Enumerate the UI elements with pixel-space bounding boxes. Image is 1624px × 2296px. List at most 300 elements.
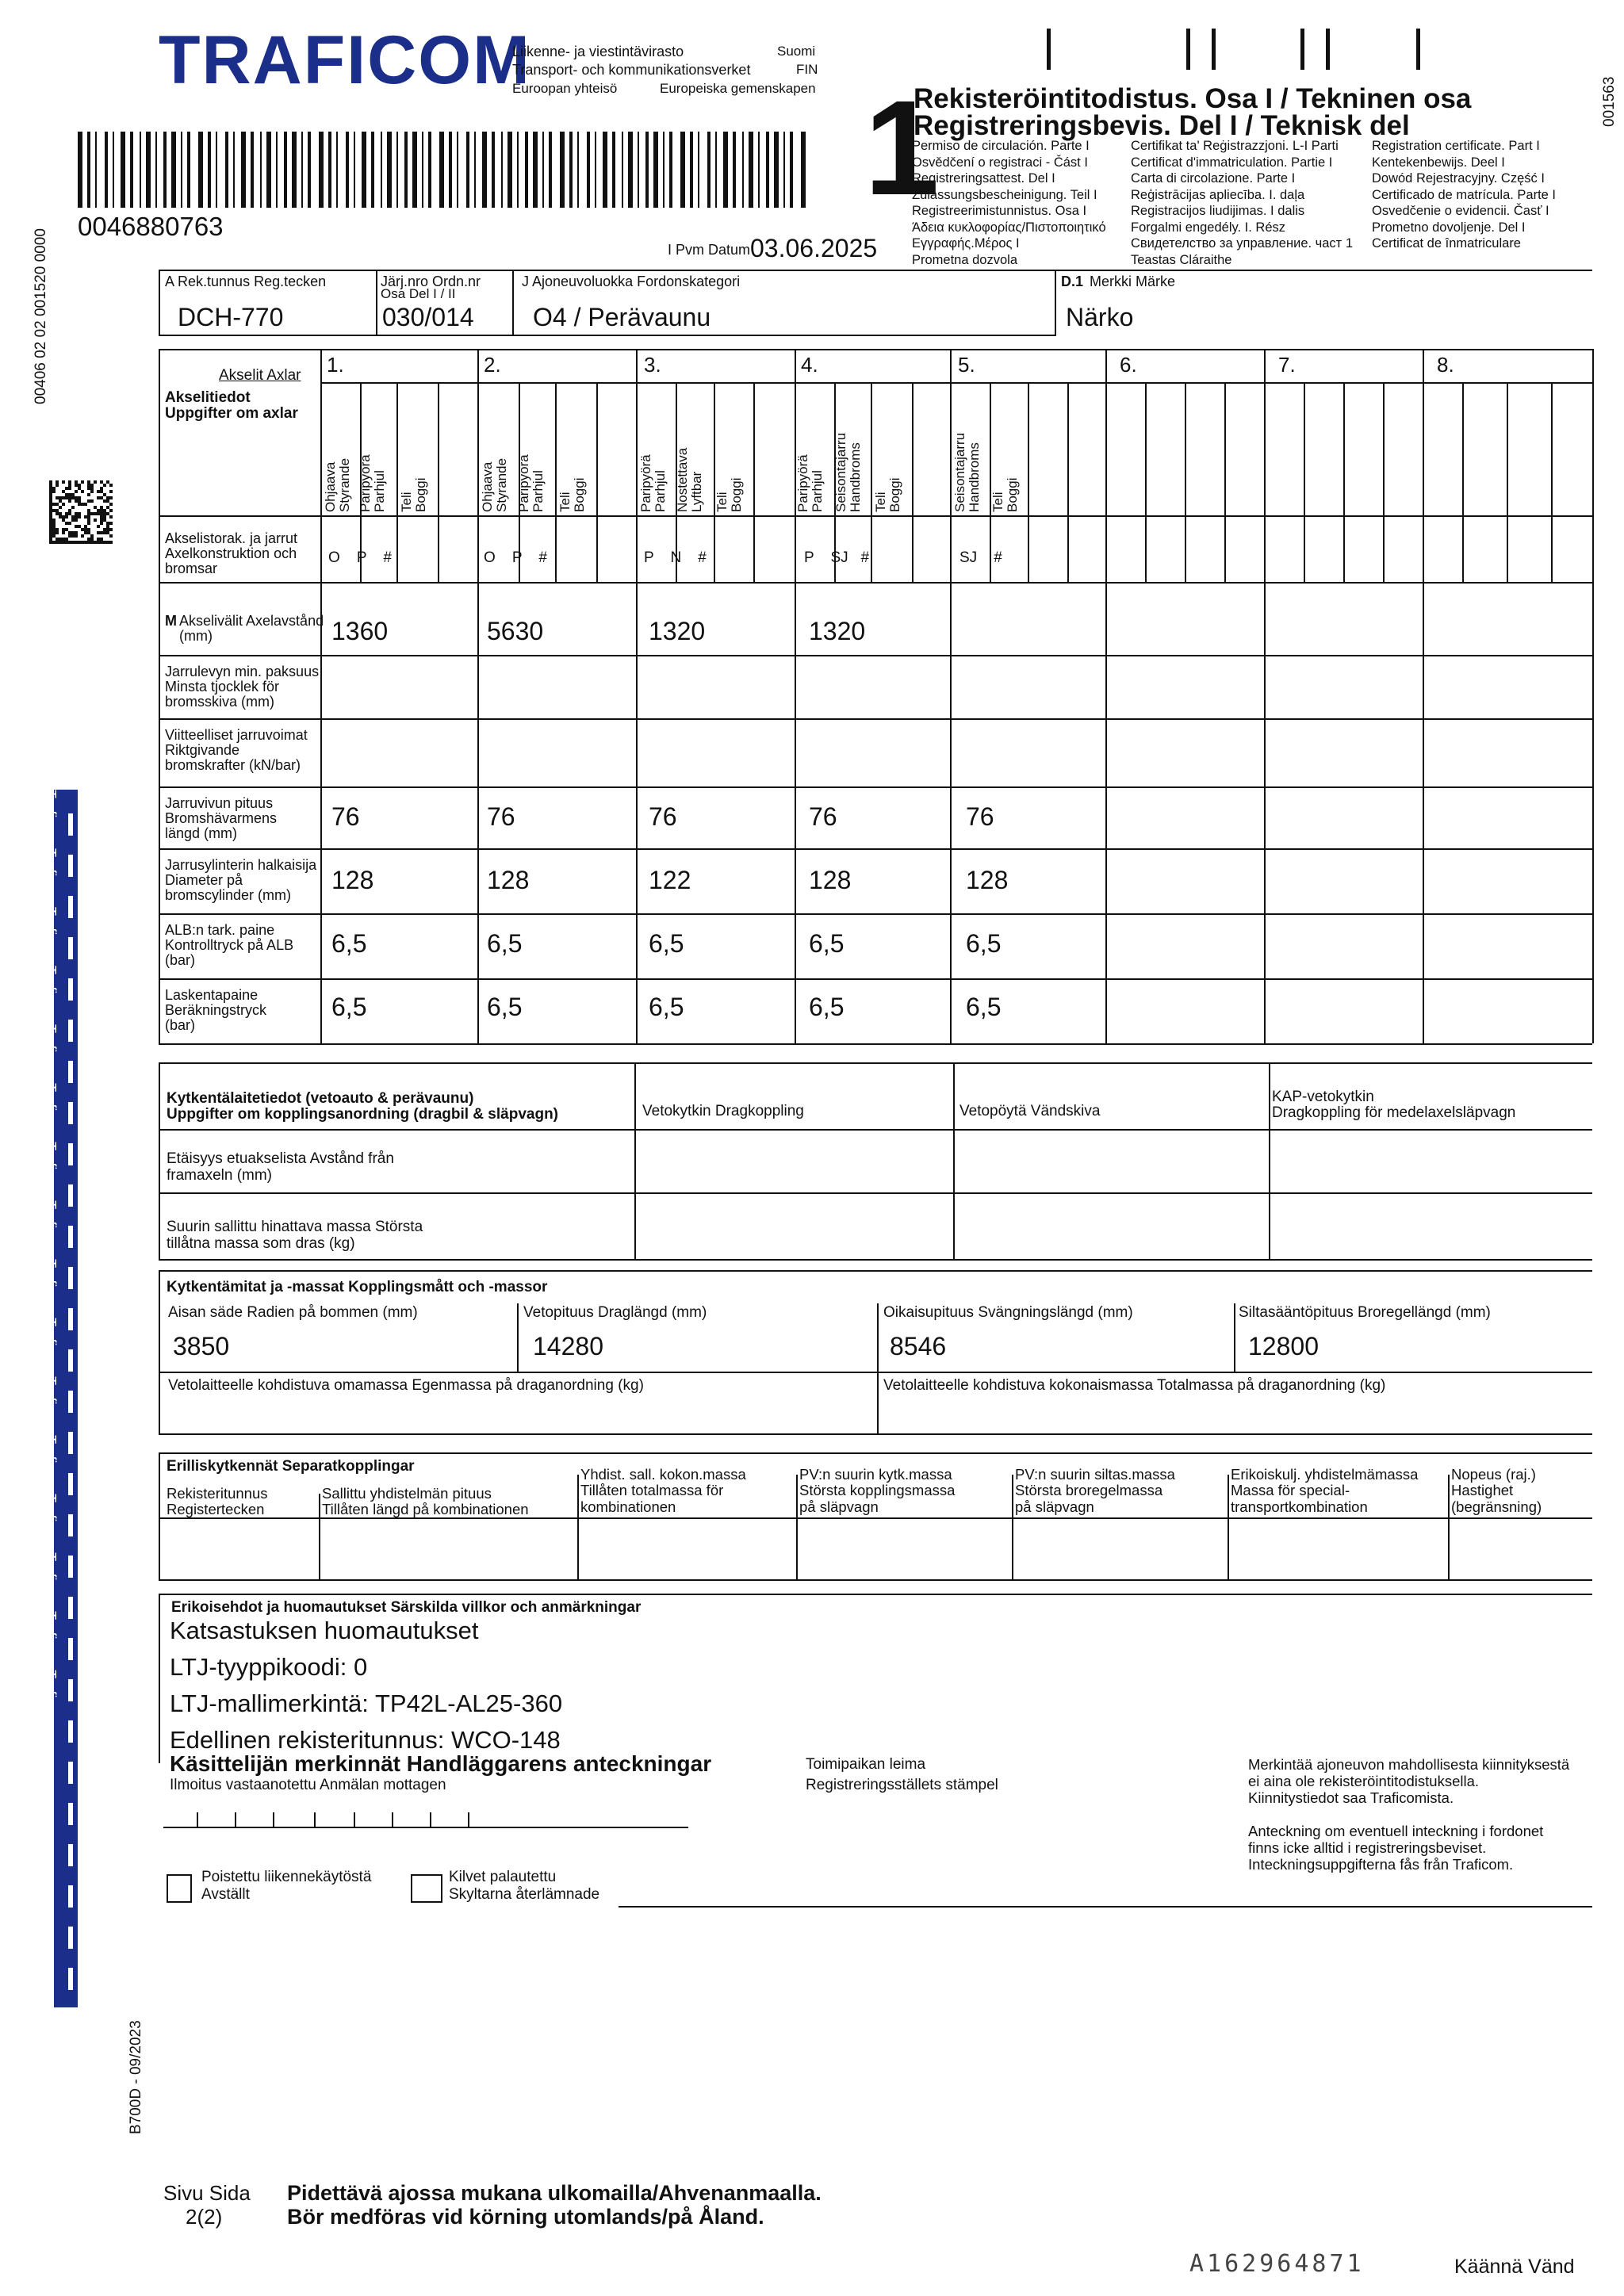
make-label: Merkki Märke: [1090, 274, 1176, 289]
date-tick: [273, 1812, 274, 1827]
make-label-code: D.1: [1061, 274, 1084, 289]
rule: [159, 1259, 1592, 1261]
barcode-bar: [266, 132, 271, 208]
date-label: I Pvm Datum: [668, 242, 751, 258]
barcode-bar: [95, 132, 97, 208]
lien-info-line: Inteckningsuppgifterna fås från Traficom.: [1248, 1856, 1514, 1873]
axle-cylinder-value: 128: [331, 866, 374, 894]
coupling-title-fi: Kytkentälaitetiedot (vetoauto & perävaunu): [167, 1090, 474, 1107]
axle-sub-header: Nostettava Lyftbar: [675, 447, 704, 512]
barcode-bar: [163, 132, 167, 208]
barcode-bar: [715, 132, 717, 208]
note-fi: Pidettävä ajossa mukana ulkomailla/Ahvenanmaalla.: [287, 2181, 822, 2205]
lien-info-line: Merkintää ajoneuvon mahdollisesta kiinnityksestä: [1248, 1756, 1570, 1773]
rule: [159, 1433, 1592, 1435]
axle-sub-header: Ohjaava Styrande: [480, 457, 509, 512]
barcode-bar: [742, 132, 744, 208]
axle-stroke-value: 76: [809, 802, 837, 831]
rule: [1012, 1475, 1013, 1581]
bridge-value: 12800: [1248, 1332, 1319, 1360]
rule: [319, 1494, 320, 1581]
date-tick: [468, 1812, 469, 1827]
strip-mark: [68, 1556, 73, 1578]
language-line: Carta di circolazione. Parte I: [1131, 171, 1296, 186]
rule: [1224, 382, 1226, 582]
date-value: 03.06.2025: [750, 234, 878, 262]
rule: [1264, 349, 1266, 1043]
barcode-bar: [560, 132, 565, 208]
rule: [477, 349, 479, 1043]
calc-label: Laskentapaine Beräkningstryck (bar): [165, 987, 267, 1033]
axle-sub-header: Paripyörä Parhjul: [638, 454, 668, 512]
language-line: Registration certificate. Part I: [1372, 139, 1540, 153]
barcode-bar: [680, 132, 685, 208]
barcode-bar: [198, 132, 203, 208]
rule: [555, 382, 557, 582]
rule: [159, 786, 1592, 788]
axle-cylinder-value: 128: [809, 866, 852, 894]
barcode-bar: [362, 132, 366, 208]
remarks-title: Erikoisehdot ja huomautukset Särskilda villkor och anmärkningar: [171, 1599, 642, 1616]
datamatrix-cell: [68, 499, 71, 503]
barcode-bar: [492, 132, 495, 208]
axle-sub-header: Ohjaava Styrande: [323, 457, 352, 512]
rule: [159, 270, 1592, 271]
axle-number: 7.: [1278, 353, 1296, 377]
language-line: Certificado de matrícula. Parte I: [1372, 187, 1557, 202]
axle-cylinder-value: 128: [487, 866, 530, 894]
ordn-label: Järj.nro Ordn.nr: [381, 274, 481, 289]
rule: [1383, 382, 1385, 582]
rule: [159, 913, 1592, 915]
rule: [1067, 382, 1069, 582]
tick-mark: [1326, 29, 1330, 70]
own-mass-label: Vetolaitteelle kohdistuva omamassa Egenmassa på draganordning (kg): [168, 1377, 644, 1394]
strip-mark: [68, 896, 73, 918]
rule: [1304, 382, 1305, 582]
datamatrix-cell: [65, 515, 68, 519]
plates-label-sv: Skyltarna återlämnade: [449, 1886, 600, 1903]
rule: [753, 382, 755, 582]
datamatrix-cell: [81, 480, 84, 484]
force-label: Viitteelliset jarruvoimat Riktgivande bromskrafter (kN/bar): [165, 727, 308, 773]
barcode-bar: [422, 132, 423, 208]
datamatrix-cell: [103, 484, 106, 487]
barcode-bar: [146, 132, 151, 208]
strip-mark: [68, 1308, 73, 1330]
rule: [871, 382, 872, 582]
date-tick: [354, 1812, 355, 1827]
rule: [1145, 382, 1147, 582]
strip-mark: [68, 1638, 73, 1660]
removed-label-sv: Avställt: [201, 1886, 250, 1903]
datamatrix-cell: [90, 499, 94, 503]
date-tick: [430, 1812, 431, 1827]
axle-number: 5.: [958, 353, 975, 377]
barcode-bar: [354, 132, 355, 208]
spacing-label: Akselivälit Axelavstånd (mm): [179, 613, 324, 645]
barcode-bar: [474, 132, 476, 208]
axle-spacing-value: 1320: [809, 617, 866, 645]
rule: [1462, 382, 1464, 582]
datamatrix-cell: [109, 496, 113, 499]
separate-title: Erilliskytkennät Separatkopplingar: [167, 1458, 415, 1475]
datamatrix-cell: [78, 515, 81, 519]
datamatrix-cell: [109, 490, 113, 493]
strip-mark: [68, 1803, 73, 1825]
datamatrix-cell: [100, 522, 103, 525]
barcode-bar: [612, 132, 615, 208]
strip-mark: [68, 1720, 73, 1743]
barcode-bar: [241, 132, 246, 208]
datamatrix-cell: [62, 480, 65, 484]
rule: [159, 978, 1592, 980]
datamatrix-cell: [75, 490, 78, 493]
stamp-label-sv: Registreringsställets stämpel: [806, 1777, 998, 1793]
rule: [159, 848, 1592, 850]
strip-mark: [68, 1267, 73, 1289]
axle-stroke-value: 76: [331, 802, 360, 831]
rule: [877, 1303, 879, 1435]
tick-mark: [1186, 29, 1190, 70]
axle-number: 2.: [484, 353, 501, 377]
rule: [1055, 270, 1056, 336]
remark-line: Edellinen rekisteritunnus: WCO-148: [170, 1726, 561, 1754]
axle-spacing-value: 5630: [487, 617, 544, 645]
barcode-bar: [622, 132, 623, 208]
rule: [1234, 1303, 1235, 1373]
barcode-bar: [733, 132, 736, 208]
strip-mark: [68, 1184, 73, 1207]
barcode-bar: [319, 132, 324, 208]
language-line: Registreerimistunnistus. Osa I: [912, 204, 1087, 218]
rule: [159, 1062, 1592, 1064]
barcode-bar: [412, 132, 417, 208]
removed-checkbox[interactable]: [167, 1874, 192, 1903]
note-sv: Bör medföras vid körning utomlands/på Åland.: [287, 2205, 764, 2229]
barcode-bar: [396, 132, 398, 208]
strip-mark: [68, 1885, 73, 1908]
separate-column-header: Yhdist. sall. kokon.massa Tillåten totalmassa för kombinationen: [580, 1466, 746, 1515]
datamatrix-cell: [62, 503, 65, 506]
total-mass-label: Vetolaitteelle kohdistuva kokonaismassa Totalmassa på draganordning (kg): [883, 1377, 1386, 1394]
coupling-col-kap-sv: Dragkoppling för medelaxelsläpvagn: [1272, 1104, 1516, 1121]
rule: [795, 349, 796, 1043]
language-line: Certificat de înmatriculare: [1372, 236, 1521, 251]
rule: [1105, 349, 1107, 1043]
rule: [159, 1594, 1592, 1595]
barcode-bar: [501, 132, 503, 208]
axle-construction: P SJ #: [804, 549, 870, 566]
rule: [1228, 1475, 1229, 1581]
agency-name-sv: Transport- och kommunikationsverket: [512, 62, 751, 78]
title-fi: Rekisteröintitodistus. Osa I / Tekninen osa: [914, 83, 1472, 114]
datamatrix-cell: [109, 541, 113, 544]
barcode-bar: [439, 132, 444, 208]
language-line: Свидетелство за управление. част 1: [1131, 236, 1354, 251]
language-line: Εγγραφής.Μέρος I: [912, 236, 1020, 251]
date-tick: [314, 1812, 316, 1827]
strip-mark: [68, 855, 73, 877]
barcode-bar: [549, 132, 552, 208]
barcode-bar: [328, 132, 331, 208]
barcode-bar: [233, 132, 235, 208]
rule: [1507, 382, 1508, 582]
axle-calc-value: 6,5: [966, 993, 1002, 1021]
language-line: Permiso de circulación. Parte I: [912, 139, 1090, 153]
ordn-value: 030/014: [382, 303, 474, 331]
rule: [159, 1129, 1592, 1131]
barcode-bar: [542, 132, 544, 208]
axle-construction: P N #: [644, 549, 707, 566]
axle-sub-header: Teli Boggi: [557, 477, 587, 512]
barcode-bar: [698, 132, 699, 208]
barcode-bar: [482, 132, 487, 208]
rule: [1448, 1475, 1450, 1581]
strip-mark: [68, 1020, 73, 1042]
pad-label: Jarrulevyn min. paksuus Minsta tjocklek för bromsskiva (mm): [165, 664, 320, 710]
barcode-bar: [690, 132, 693, 208]
separate-column-header: Rekisteritunnus Registertecken: [167, 1485, 268, 1518]
datamatrix-cell: [109, 503, 113, 506]
strip-mark: [68, 1226, 73, 1248]
axle-sub-header: Paripyörä Parhjul: [358, 454, 387, 512]
rule: [159, 1043, 1592, 1045]
barcode-bar: [645, 132, 649, 208]
construction-label: Akselistorak. ja jarrut Axelkonstruktion och bromsar: [165, 530, 298, 576]
language-line: Prometna dozvola: [912, 252, 1017, 267]
barcode-bar: [113, 132, 114, 208]
turn-value: 8546: [890, 1332, 947, 1360]
barcode-bar: [758, 132, 760, 208]
rule: [159, 1594, 160, 1763]
barcode-bar: [225, 132, 228, 208]
stamp-label-fi: Toimipaikan leima: [806, 1756, 926, 1773]
barcode-bar: [587, 132, 590, 208]
axle-sub-header: Paripyörä Parhjul: [516, 454, 546, 512]
rule: [159, 1452, 1592, 1454]
strip-mark: [68, 1349, 73, 1372]
strip-mark: [68, 1968, 73, 1990]
language-line: Zulassungsbescheinigung. Teil I: [912, 187, 1097, 202]
axle-alb-value: 6,5: [487, 929, 523, 958]
rule: [596, 382, 598, 582]
language-line: Registracijos liudijimas. I dalis: [1131, 204, 1305, 218]
axle-cylinder-value: 122: [649, 866, 691, 894]
lien-info-line: Anteckning om eventuell inteckning i fordonet: [1248, 1823, 1544, 1839]
datamatrix-cell: [84, 503, 87, 506]
rule: [159, 349, 1592, 350]
coupling-title-sv: Uppgifter om kopplingsanordning (dragbil & släpvagn): [167, 1106, 558, 1123]
axle-stroke-value: 76: [649, 802, 677, 831]
rule: [953, 1062, 955, 1261]
lien-info-line: Kiinnitystiedot saa Traficomista.: [1248, 1789, 1454, 1806]
barcode-bar: [766, 132, 769, 208]
remark-line: LTJ-tyyppikoodi: 0: [170, 1653, 368, 1681]
class-value: O4 / Perävaunu: [533, 303, 711, 331]
rule: [512, 270, 514, 336]
datamatrix-cell: [81, 534, 84, 538]
separate-column-header: Nopeus (raj.) Hastighet (begränsning): [1451, 1466, 1542, 1515]
barcode: [78, 132, 815, 208]
rule: [1028, 382, 1029, 582]
rule: [159, 1270, 1592, 1272]
datamatrix-cell: [62, 531, 65, 534]
datamatrix-cell: [109, 534, 113, 538]
language-line: Registreringsattest. Del I: [912, 171, 1055, 186]
rule: [159, 335, 1055, 336]
datamatrix-cell: [90, 490, 94, 493]
page-label: Sivu Sida: [163, 2181, 251, 2205]
axle-construction: O P #: [484, 549, 547, 566]
strip-mark: [68, 978, 73, 1001]
language-line: Certificat d'immatriculation. Partie I: [1131, 155, 1333, 170]
datamatrix-cell: [94, 480, 97, 484]
barcode-bar: [208, 132, 211, 208]
strip-mark: [68, 813, 73, 836]
axle-construction: SJ #: [959, 549, 1002, 566]
strip-mark: [68, 1762, 73, 1784]
drag-label: Vetopituus Draglängd (mm): [523, 1304, 707, 1321]
barcode-bar: [517, 132, 519, 208]
eu-fi: Euroopan yhteisö: [512, 81, 618, 96]
barcode-bar: [301, 132, 303, 208]
date-line: [163, 1827, 688, 1828]
rule: [1185, 382, 1186, 582]
tick-mark: [1212, 29, 1216, 70]
strip-mark: [68, 1473, 73, 1495]
separate-column-header: Sallittu yhdistelmän pituus Tillåten längd på kombinationen: [322, 1485, 529, 1518]
language-line: Osvedčenie o evidencii. Časť I: [1372, 204, 1549, 218]
rule: [159, 270, 160, 336]
rule: [577, 1475, 579, 1581]
rule: [1269, 1062, 1270, 1261]
separate-column-header: PV:n suurin siltas.massa Största broregelmassa på släpvagn: [1015, 1466, 1175, 1515]
barcode-bar: [251, 132, 254, 208]
barcode-bar: [121, 132, 125, 208]
axle-calc-value: 6,5: [809, 993, 845, 1021]
date-tick: [197, 1812, 198, 1827]
rule: [636, 349, 638, 1043]
datamatrix-cell: [97, 525, 100, 528]
rule: [159, 1579, 1592, 1581]
datamatrix-cell: [81, 490, 84, 493]
lien-info-line: ei aina ole rekisteröintitodistuksella.: [1248, 1773, 1480, 1789]
traficom-logo: TRAFICOM: [159, 22, 531, 98]
axle-sub-header: Teli Boggi: [399, 477, 428, 512]
plates-checkbox[interactable]: [411, 1874, 442, 1903]
axle-sub-header: Teli Boggi: [714, 477, 744, 512]
strip-mark: [68, 1597, 73, 1619]
datamatrix-cell: [109, 528, 113, 531]
axle-number: 1.: [327, 353, 344, 377]
datamatrix-cell: [87, 522, 90, 525]
datamatrix-cell: [109, 522, 113, 525]
rule: [159, 349, 160, 1043]
axle-spacing-value: 1360: [331, 617, 389, 645]
title-sv: Registreringsbevis. Del I / Teknisk del: [914, 110, 1410, 141]
radius-label: Aisan säde Radien på bommen (mm): [168, 1304, 418, 1321]
language-line: Forgalmi engedély. I. Rész: [1131, 220, 1286, 235]
rule: [320, 382, 1592, 384]
rule: [396, 382, 398, 582]
axle-section-label: Akselitiedot Uppgifter om axlar: [165, 389, 298, 422]
removed-label: Poistettu liikennekäytöstä: [201, 1869, 372, 1885]
rule: [159, 718, 1592, 720]
rule: [159, 515, 1592, 517]
barcode-bar: [595, 132, 596, 208]
make-value: Närko: [1066, 303, 1134, 331]
barcode-bar: [292, 132, 297, 208]
rule: [438, 382, 439, 582]
strip-mark: [68, 1927, 73, 1949]
barcode-bar: [628, 132, 633, 208]
barcode-bar: [336, 132, 338, 208]
axle-number: 8.: [1437, 353, 1454, 377]
barcode-bar: [669, 132, 672, 208]
barcode-bar: [707, 132, 710, 208]
class-label: J Ajoneuvoluokka Fordonskategori: [522, 274, 741, 289]
coupling-row-mass: Suurin sallittu hinattava massa Största tillåtna massa som dras (kg): [167, 1219, 423, 1252]
barcode-bar: [533, 132, 538, 208]
datamatrix-cell: [56, 484, 59, 487]
date-tick: [235, 1812, 236, 1827]
separate-column-header: PV:n suurin kytk.massa Största kopplingsmassa på släpvagn: [799, 1466, 956, 1515]
handler-title: Käsittelijän merkinnät Handläggarens anteckningar: [170, 1751, 712, 1776]
coupling-col-kap: KAP-vetokytkin: [1272, 1089, 1374, 1105]
datamatrix-cell: [75, 519, 78, 522]
rule: [619, 1906, 1592, 1908]
barcode-bar: [404, 132, 408, 208]
axle-alb-value: 6,5: [966, 929, 1002, 958]
axle-number: 3.: [644, 353, 661, 377]
rule: [159, 1452, 160, 1581]
rule: [159, 1372, 1592, 1373]
tick-mark: [1416, 29, 1420, 70]
axle-number: 6.: [1120, 353, 1137, 377]
language-line: Prometno dovoljenje. Del I: [1372, 220, 1526, 235]
alb-label: ALB:n tark. paine Kontrolltryck på ALB (bar): [165, 922, 294, 968]
language-line: Osvědčení o registraci - Část I: [912, 155, 1088, 170]
barcode-bar: [774, 132, 779, 208]
strip-mark: [68, 1391, 73, 1413]
strip-text: Traficom Traficom Traficom Traficom Traficom Traficom Traficom Traficom Traficom Traficom Traficom Traficom Traficom Traficom Traficom Traficom: [43, 790, 59, 1725]
tick-mark: [1300, 29, 1304, 70]
tick-mark: [1047, 29, 1051, 70]
barcode-bar: [346, 132, 349, 208]
barcode-bar: [371, 132, 374, 208]
plates-label: Kilvet palautettu: [449, 1869, 557, 1885]
datamatrix-cell: [71, 506, 75, 509]
axle-sub-header: Seisontajarru Handbroms: [952, 432, 982, 512]
rule: [159, 655, 1592, 656]
barcode-bar: [663, 132, 665, 208]
reg-label: A Rek.tunnus Reg.tecken: [165, 274, 327, 289]
axle-number: 4.: [801, 353, 818, 377]
axle-calc-value: 6,5: [649, 993, 684, 1021]
handler-received: Ilmoitus vastaanotettu Anmälan mottagen: [170, 1777, 446, 1793]
page-value: 2(2): [186, 2205, 223, 2229]
rule: [517, 1303, 519, 1373]
barcode-bar: [525, 132, 528, 208]
bridge-label: Siltasääntöpituus Broregellängd (mm): [1239, 1304, 1491, 1321]
barcode-bar: [171, 132, 176, 208]
remark-line: LTJ-mallimerkintä: TP42L-AL25-360: [170, 1689, 563, 1717]
axle-sub-header: Teli Boggi: [873, 477, 902, 512]
rule: [634, 1062, 636, 1261]
barcode-bar: [155, 132, 157, 208]
barcode-bar: [466, 132, 469, 208]
